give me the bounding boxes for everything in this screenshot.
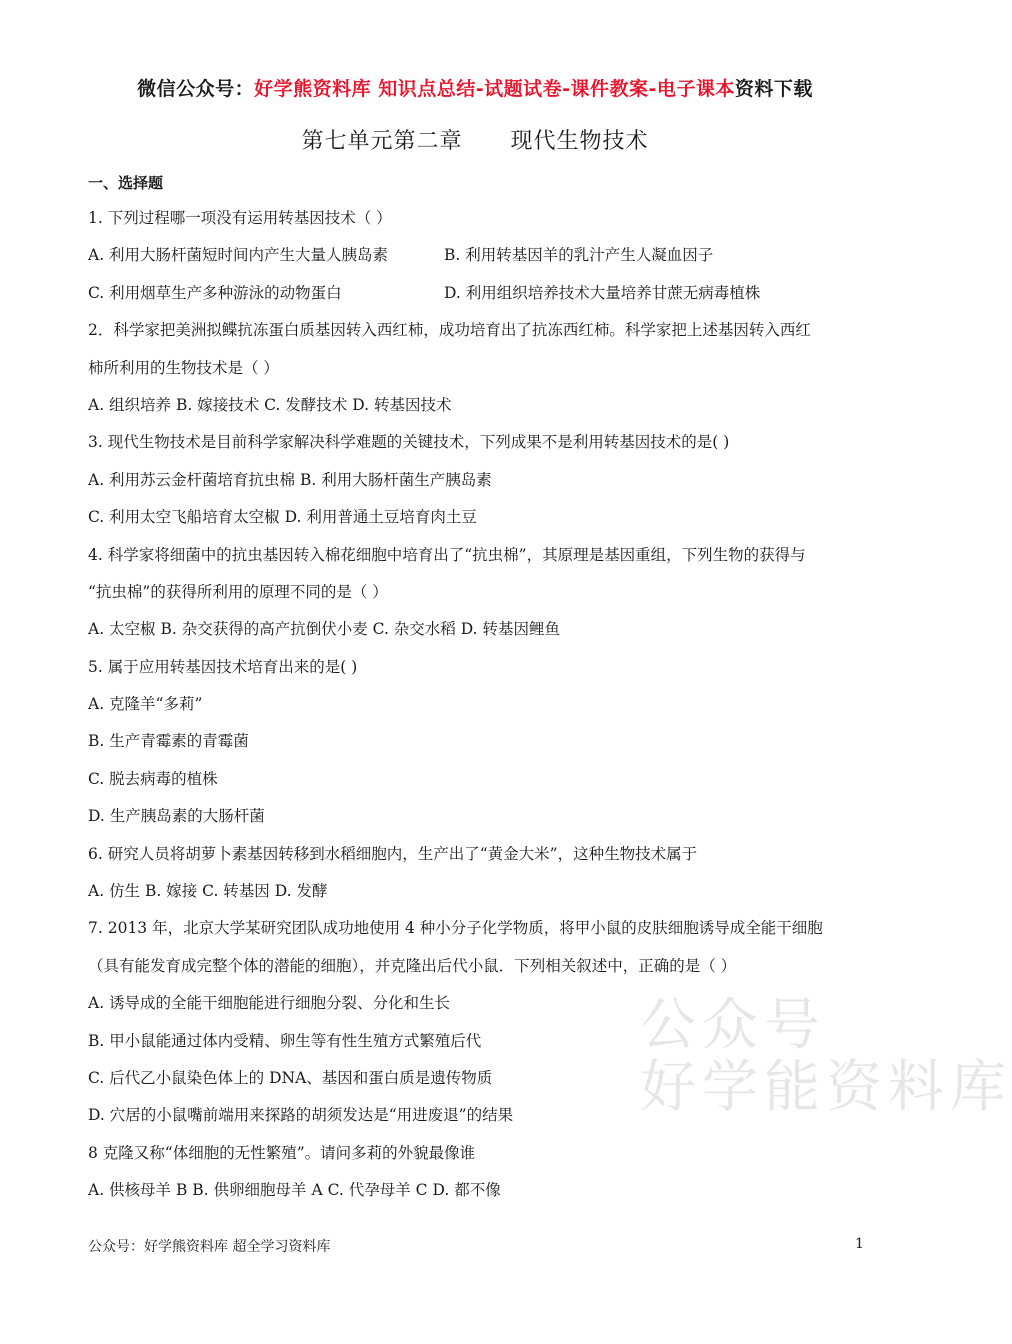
page-number: 1 (855, 1236, 864, 1252)
text-line: A. 克隆羊“多莉” (88, 695, 203, 714)
text-line: 3. 现代生物技术是目前科学家解决科学难题的关键技术，下列成果不是利用转基因技术的是( ) (88, 433, 730, 452)
text-line: 8 克隆又称“体细胞的无性繁殖”。请问多莉的外貌最像谁 (88, 1143, 476, 1162)
question-list (88, 206, 888, 1216)
page-title: 第七单元第二章 现代生物技术 (301, 129, 649, 154)
text-line: 7. 2013 年，北京大学某研究团队成功地使用 4 种小分子化学物质，将甲小鼠的皮肤细胞诱导成全能干细胞 (88, 919, 823, 938)
section-heading: 一、选择题 (88, 174, 164, 192)
banner-prefix: 微信公众号： (137, 78, 255, 100)
text-line: D. 穴居的小鼠嘴前端用来探路的胡须发达是“用进废退”的结果 (88, 1106, 514, 1125)
banner-highlight: 好学熊资料库 知识点总结-试题试卷-课件教案-电子课本 (254, 78, 735, 100)
watermark: 公众号 好学能资料库 (640, 993, 1012, 1120)
text-line: A. 仿生 B. 嫁接 C. 转基因 D. 发酵 (88, 882, 328, 901)
text-line: A. 利用大肠杆菌短时间内产生大量人胰岛素 B. 利用转基因羊的乳汁产生人凝血因子 (88, 246, 714, 265)
text-line: C. 利用太空飞船培育太空椒 D. 利用普通土豆培育肉土豆 (88, 508, 477, 527)
text-line: 柿所利用的生物技术是（ ） (88, 358, 279, 377)
text-line: A. 诱导成的全能干细胞能进行细胞分裂、分化和生长 (88, 994, 451, 1013)
text-line: 2．科学家把美洲拟鲽抗冻蛋白质基因转入西红柿，成功培育出了抗冻西红柿。科学家把上述基因转入西红 (88, 321, 811, 340)
text-line: 4. 科学家将细菌中的抗虫基因转入棉花细胞中培育出了“抗虫棉”，其原理是基因重组，下列生物的获得与 (88, 545, 806, 564)
text-line: A. 利用苏云金杆菌培育抗虫棉 B. 利用大肠杆菌生产胰岛素 (88, 470, 492, 489)
text-line: B. 甲小鼠能通过体内受精、卵生等有性生殖方式繁殖后代 (88, 1031, 482, 1050)
text-line: C. 利用烟草生产多种游泳的动物蛋白 D. 利用组织培养技术大量培养甘蔗无病毒植株 (88, 283, 761, 302)
text-line: “抗虫棉”的获得所利用的原理不同的是（ ） (88, 582, 388, 601)
text-line: 5. 属于应用转基因技术培育出来的是( ) (88, 657, 358, 676)
footer-text: 公众号：好学熊资料库 超全学习资料库 (88, 1239, 331, 1255)
text-line: 1. 下列过程哪一项没有运用转基因技术（ ） (88, 209, 392, 227)
banner-suffix: 资料下载 (734, 78, 813, 100)
text-line: A. 太空椒 B. 杂交获得的高产抗倒伏小麦 C. 杂交水稻 D. 转基因鲤鱼 (88, 620, 560, 639)
text-line: A. 供核母羊 B B. 供卵细胞母羊 A C. 代孕母羊 C D. 都不像 (88, 1181, 501, 1200)
text-line: 6. 研究人员将胡萝卜素基因转移到水稻细胞内，生产出了“黄金大米”，这种生物技术属于 (88, 844, 698, 863)
header-banner (0, 74, 950, 101)
text-line: A. 组织培养 B. 嫁接技术 C. 发酵技术 D. 转基因技术 (88, 395, 452, 414)
text-line: C. 后代乙小鼠染色体上的 DNA、基因和蛋白质是遗传物质 (88, 1068, 493, 1087)
text-line: （具有能发育成完整个体的潜能的细胞），并克隆出后代小鼠．下列相关叙述中，正确的是（ ） (88, 956, 737, 975)
text-line: D. 生产胰岛素的大肠杆菌 (88, 807, 265, 826)
text-line: C. 脱去病毒的植株 (88, 769, 218, 788)
text-line: B. 生产青霉素的青霉菌 (88, 732, 249, 751)
